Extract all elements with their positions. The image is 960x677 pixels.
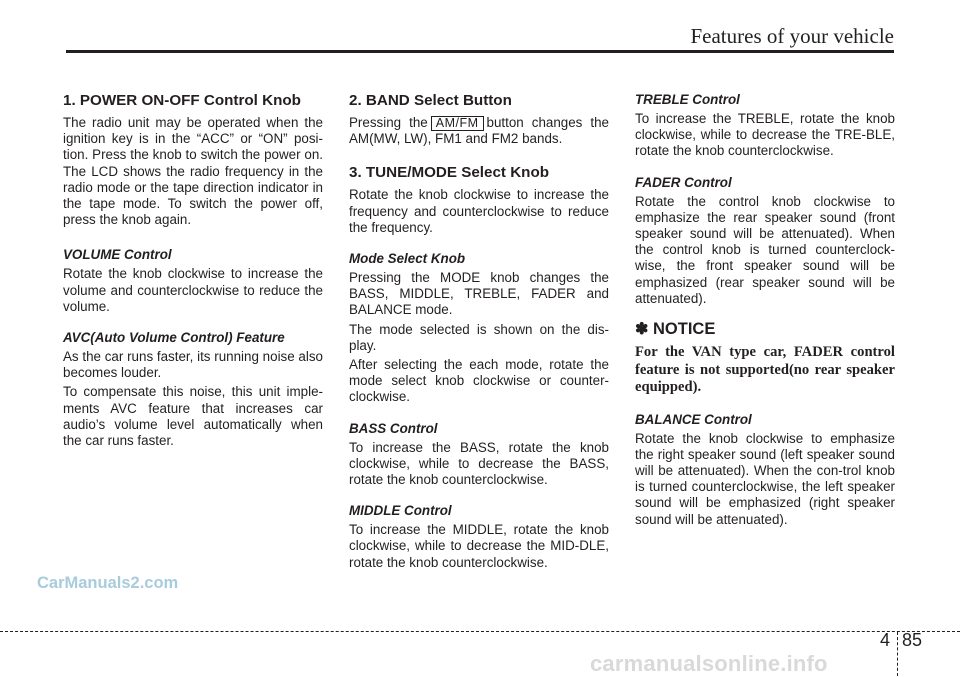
mode-heading: Mode Select Knob — [349, 251, 466, 267]
middle-text: To increase the MIDDLE, rotate the knob clockwise, while to decrease the MID-DLE, rotate the knob counterclockwise. — [349, 522, 609, 570]
notice-title — [635, 319, 895, 340]
page-number-divider — [897, 632, 898, 676]
notice-text: For the VAN type car, FADER control feature is not supported(no rear speaker equipped). — [635, 344, 895, 396]
bass-heading: BASS Control — [349, 420, 438, 436]
notice-star-icon: ✽ — [635, 321, 649, 339]
tune-text: Rotate the knob clockwise to increase the frequency and counterclockwise to reduce the frequency. — [349, 187, 609, 235]
volume-text: Rotate the knob clockwise to increase the volume and counterclockwise to reduce the volume. — [63, 266, 323, 314]
footer-rule — [0, 631, 960, 632]
avc-heading: AVC(Auto Volume Control) Feature — [63, 330, 285, 346]
power-text: The radio unit may be operated when the ignition key is in the “ACC” or “ON” posi-tion. Press the knob to switch the power on. The LCD shows the radio frequency in the radio mode or the tape direction indicator in the tape mode. To switch the power off, press the knob again. — [63, 115, 323, 228]
tune-heading: 3. TUNE/MODE Select Knob — [349, 164, 549, 182]
chapter-number: 4 — [880, 630, 891, 650]
page-number: 85 — [902, 630, 923, 650]
watermark-carmanuals2: CarManuals2.com — [37, 574, 179, 592]
balance-heading: BALANCE Control — [635, 411, 752, 427]
watermark-carmanualsonline: carmanualsonline.info — [590, 651, 828, 676]
band-text-after: button changes the AM(MW, LW), FM1 and FM2 bands. — [349, 115, 610, 147]
band-text — [349, 115, 609, 147]
mode-text-1: Pressing the MODE knob changes the BASS, MIDDLE, TREBLE, FADER and BALANCE mode. — [349, 270, 609, 318]
band-heading: 2. BAND Select Button — [349, 92, 512, 109]
notice-heading: NOTICE — [653, 320, 716, 339]
band-text-before: Pressing the — [349, 115, 428, 130]
header-title: Features of your vehicle — [690, 24, 894, 48]
treble-text: To increase the TREBLE, rotate the knob clockwise, while to decrease the TRE-BLE, rotate the knob counterclockwise. — [635, 111, 895, 159]
header-rule — [66, 50, 894, 53]
fader-heading: FADER Control — [635, 174, 732, 190]
column-3 — [635, 92, 895, 531]
am-fm-button-icon: AM/FM — [431, 116, 484, 131]
power-heading: 1. POWER ON-OFF Control Knob — [63, 92, 301, 109]
mode-text-2: The mode selected is shown on the dis-play. — [349, 321, 609, 353]
column-2 — [349, 92, 609, 574]
middle-heading: MIDDLE Control — [349, 503, 452, 519]
volume-heading: VOLUME Control — [63, 247, 172, 263]
fader-text: Rotate the control knob clockwise to emphasize the rear speaker sound (front speaker sound will be attenuated). When the control knob is turned counterclock-wise, the front speaker sound will be emphasized (rear speaker sound will be attenuated). — [635, 193, 895, 306]
mode-text-3: After selecting the each mode, rotate the mode select knob clockwise or counter-clockwise. — [349, 357, 609, 405]
bass-text: To increase the BASS, rotate the knob clockwise, while to decrease the BASS, rotate the knob counterclockwise. — [349, 439, 609, 488]
avc-text-2: To compensate this noise, this unit imple-ments AVC feature that increases car audio’s volume level automatically when the car runs faster. — [63, 384, 323, 449]
column-1 — [63, 92, 323, 452]
avc-text-1: As the car runs faster, its running noise also becomes louder. — [63, 349, 323, 381]
treble-heading: TREBLE Control — [635, 92, 740, 107]
balance-text: Rotate the knob clockwise to emphasize the right speaker sound (left speaker sound will be attenuated). When the con-trol knob is turned counterclockwise, the left speaker sound will be emphasized (right speaker sound will be attenuated). — [635, 430, 895, 527]
